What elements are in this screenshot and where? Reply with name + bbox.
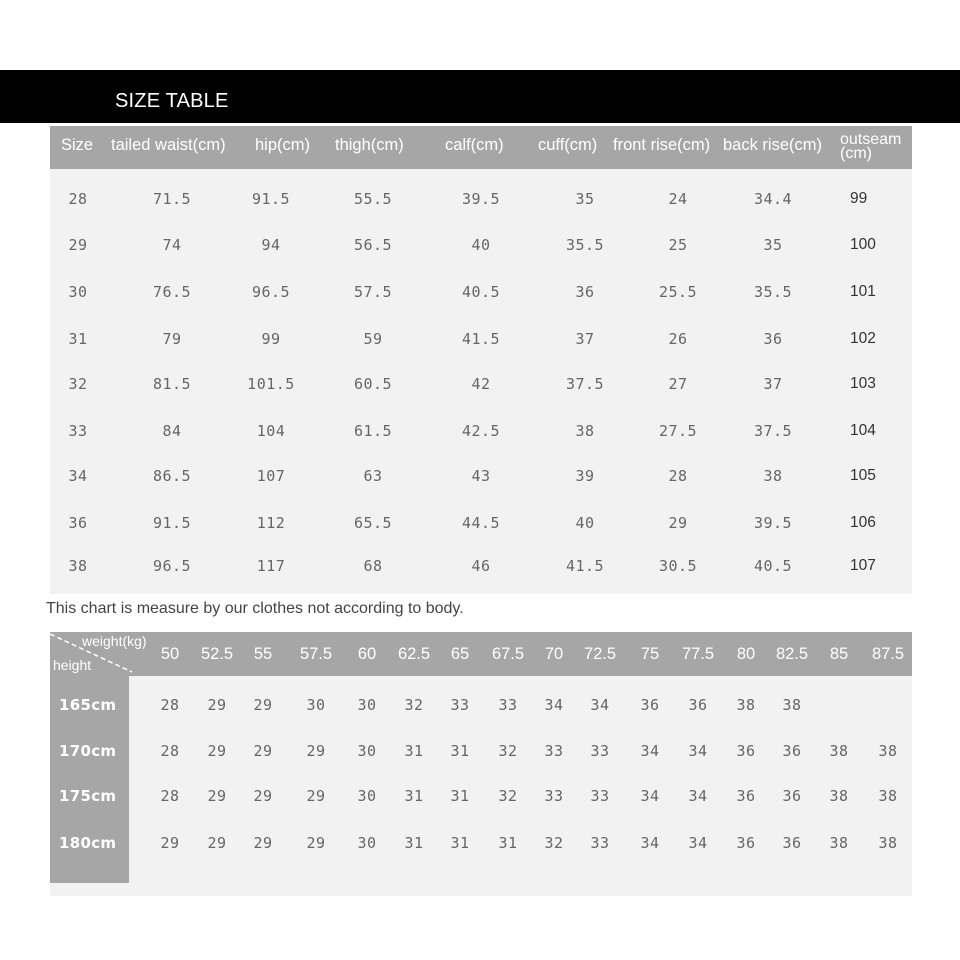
table-row [50,696,912,716]
table-cell: 36 [736,834,756,852]
size-table-header [50,126,912,169]
table-cell: 35 [575,190,595,208]
table-cell: 30 [306,696,326,714]
table-cell: 76.5 [152,283,192,301]
table-cell: 65.5 [353,514,393,532]
table-cell: 29 [306,742,326,760]
size-table-header-cell: hip(cm) [255,136,311,154]
table-cell: 38 [763,467,783,485]
table-cell: 38 [736,696,756,714]
table-cell: 34 [68,467,88,485]
table-cell: 107 [256,467,286,485]
table-cell: 57.5 [353,283,393,301]
table-cell: 29 [207,742,227,760]
table-cell: 38 [782,696,802,714]
weight-header-cell: 67.5 [491,645,525,663]
table-cell: 31 [450,834,470,852]
weight-header-cell: 77.5 [681,645,715,663]
table-cell: 104 [850,422,876,439]
table-cell: 38 [878,787,898,805]
table-cell: 38 [878,742,898,760]
weight-header-cell: 80 [736,645,756,663]
table-cell: 37 [575,330,595,348]
table-cell: 29 [207,834,227,852]
table-row [50,375,912,395]
table-cell: 36 [782,787,802,805]
table-cell: 33 [590,742,610,760]
table-cell: 30.5 [658,557,698,575]
table-cell: 34 [688,787,708,805]
table-row [50,190,912,210]
table-cell: 38 [829,742,849,760]
table-cell: 40 [575,514,595,532]
weight-header-cell: 65 [450,645,470,663]
table-row [50,236,912,256]
table-cell: 86.5 [152,467,192,485]
table-cell: 34 [590,696,610,714]
table-cell: 37.5 [753,422,793,440]
table-cell: 26 [668,330,688,348]
table-cell: 44.5 [461,514,501,532]
weight-header-cell: 82.5 [775,645,809,663]
table-cell: 29 [207,696,227,714]
table-cell: 34 [640,787,660,805]
table-cell: 41.5 [565,557,605,575]
table-cell: 41.5 [461,330,501,348]
table-cell: 101 [850,283,876,300]
table-cell: 29 [160,834,180,852]
table-cell: 25 [668,236,688,254]
table-cell: 24 [668,190,688,208]
table-cell: 34 [544,696,564,714]
weight-header-cell: 52.5 [200,645,234,663]
weight-header-cell: 75 [640,645,660,663]
table-cell: 37 [763,375,783,393]
size-table-header-cell: calf(cm) [445,136,504,154]
table-cell: 38 [575,422,595,440]
corner-weight-label: weight(kg) [82,633,147,649]
weight-header-cell: 87.5 [871,645,905,663]
title-bar [0,70,960,123]
table-cell: 96.5 [152,557,192,575]
table-row [50,742,912,762]
table-cell: 25.5 [658,283,698,301]
table-cell: 36 [763,330,783,348]
weight-header-cell: 55 [253,645,273,663]
table-cell: 39.5 [461,190,501,208]
table-cell: 36 [782,742,802,760]
table-row [50,557,912,577]
table-cell: 30 [357,787,377,805]
table-cell: 31 [404,834,424,852]
table-cell: 29 [253,834,273,852]
table-cell: 34 [688,834,708,852]
table-cell: 40.5 [753,557,793,575]
table-cell: 39 [575,467,595,485]
table-cell: 39.5 [753,514,793,532]
weight-header-cell: 50 [160,645,180,663]
table-row [50,422,912,442]
size-table [50,126,912,594]
table-cell: 27.5 [658,422,698,440]
table-cell: 38 [878,834,898,852]
table-cell: 33 [544,742,564,760]
table-cell: 91.5 [251,190,291,208]
table-cell: 38 [829,834,849,852]
table-cell: 79 [162,330,182,348]
height-label: 180cm [59,834,117,852]
size-table-header-cell: Size [61,136,94,154]
height-label: 165cm [59,696,117,714]
weight-height-table [50,632,912,896]
page-title: SIZE TABLE [115,90,229,112]
table-cell: 29 [306,834,326,852]
weight-header-cell: 57.5 [299,645,333,663]
table-cell: 28 [160,787,180,805]
table-cell: 31 [68,330,88,348]
weight-header-cell: 62.5 [397,645,431,663]
table-cell: 43 [471,467,491,485]
size-table-header-cell: cuff(cm) [538,136,598,154]
table-cell: 117 [256,557,286,575]
height-label: 170cm [59,742,117,760]
table-cell: 112 [256,514,286,532]
table-cell: 91.5 [152,514,192,532]
table-cell: 99 [261,330,281,348]
table-cell: 38 [68,557,88,575]
table-cell: 31 [450,742,470,760]
table-cell: 96.5 [251,283,291,301]
table-cell: 34 [640,834,660,852]
table-cell: 30 [68,283,88,301]
table-cell: 33 [498,696,518,714]
table-cell: 31 [404,742,424,760]
weight-header-cell: 85 [829,645,849,663]
table-cell: 30 [357,742,377,760]
table-cell: 29 [253,787,273,805]
table-cell: 46 [471,557,491,575]
table-cell: 100 [850,236,876,253]
table-cell: 37.5 [565,375,605,393]
table-cell: 31 [404,787,424,805]
table-cell: 33 [450,696,470,714]
table-cell: 60.5 [353,375,393,393]
table-cell: 30 [357,696,377,714]
table-cell: 33 [590,787,610,805]
table-cell: 34 [688,742,708,760]
table-cell: 36 [736,787,756,805]
table-cell: 29 [306,787,326,805]
table-cell: 33 [68,422,88,440]
table-cell: 29 [668,514,688,532]
table-cell: 94 [261,236,281,254]
table-cell: 106 [850,514,876,531]
table-cell: 36 [640,696,660,714]
height-label: 175cm [59,787,117,805]
table-cell: 36 [688,696,708,714]
measurement-note: This chart is measure by our clothes not according to body. [46,600,464,617]
table-cell: 55.5 [353,190,393,208]
table-row [50,467,912,487]
table-cell: 40.5 [461,283,501,301]
table-cell: 36 [736,742,756,760]
table-cell: 101.5 [247,375,295,393]
table-row [50,787,912,807]
table-row [50,514,912,534]
table-cell: 33 [544,787,564,805]
table-cell: 36 [782,834,802,852]
table-row [50,330,912,350]
table-cell: 84 [162,422,182,440]
table-cell: 29 [253,742,273,760]
size-table-header-cell: back rise(cm) [723,136,823,154]
table-cell: 61.5 [353,422,393,440]
table-cell: 103 [850,375,876,392]
table-cell: 34.4 [753,190,793,208]
table-cell: 29 [253,696,273,714]
weight-header-cell: 60 [357,645,377,663]
table-cell: 42 [471,375,491,393]
table-cell: 32 [498,787,518,805]
table-cell: 63 [363,467,383,485]
table-cell: 59 [363,330,383,348]
table-cell: 38 [829,787,849,805]
table-cell: 34 [640,742,660,760]
table-cell: 40 [471,236,491,254]
size-table-header-cell: outseam (cm) [840,131,902,162]
table-cell: 56.5 [353,236,393,254]
table-cell: 28 [160,742,180,760]
table-cell: 42.5 [461,422,501,440]
table-cell: 32 [498,742,518,760]
table-row [50,834,912,854]
table-cell: 35.5 [565,236,605,254]
table-cell: 29 [68,236,88,254]
table-cell: 31 [450,787,470,805]
weight-header-cell: 72.5 [583,645,617,663]
table-cell: 32 [544,834,564,852]
table-cell: 35.5 [753,283,793,301]
table-cell: 104 [256,422,286,440]
table-cell: 99 [850,190,868,207]
table-cell: 107 [850,557,876,574]
table-cell: 35 [763,236,783,254]
weight-header-cell: 70 [544,645,564,663]
table-row [50,283,912,303]
table-cell: 28 [160,696,180,714]
table-cell: 36 [68,514,88,532]
table-cell: 31 [498,834,518,852]
weight-header-row [50,632,912,676]
table-cell: 68 [363,557,383,575]
table-cell: 28 [68,190,88,208]
table-cell: 36 [575,283,595,301]
table-cell: 71.5 [152,190,192,208]
table-cell: 33 [590,834,610,852]
table-cell: 74 [162,236,182,254]
table-cell: 30 [357,834,377,852]
table-cell: 105 [850,467,876,484]
table-cell: 32 [68,375,88,393]
table-cell: 28 [668,467,688,485]
table-cell: 29 [207,787,227,805]
corner-height-label: height [53,657,92,673]
size-table-header-cell: front rise(cm) [613,136,711,154]
size-table-header-cell: tailed waist(cm) [111,136,226,154]
table-cell: 32 [404,696,424,714]
size-table-header-cell: thigh(cm) [335,136,404,154]
table-cell: 81.5 [152,375,192,393]
table-cell: 27 [668,375,688,393]
table-cell: 102 [850,330,876,347]
